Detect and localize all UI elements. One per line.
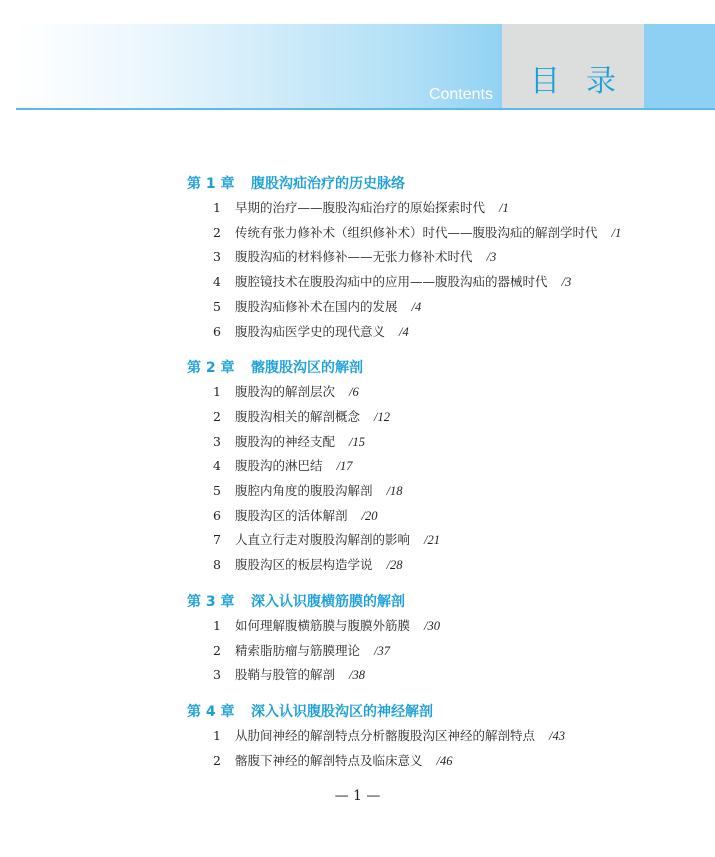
entry-title: 腹股沟相关的解剖概念 <box>235 408 361 424</box>
chapter-label: 第 1 章 <box>187 176 235 192</box>
entry-number: 1 <box>213 384 221 400</box>
entry-title: 股鞘与股管的解剖 <box>235 667 336 683</box>
entry-page: /3 <box>561 275 572 290</box>
chapter-heading[interactable] <box>187 590 627 614</box>
entry-number: 6 <box>213 507 221 523</box>
toc-entry[interactable] <box>187 245 627 270</box>
entry-title: 腹腔镜技术在腹股沟疝中的应用——腹股沟疝的器械时代 <box>235 274 548 290</box>
entry-page: /20 <box>361 508 378 523</box>
chapter-heading[interactable] <box>187 172 627 196</box>
chapter-title: 深入认识腹横筋膜的解剖 <box>251 593 405 610</box>
page-number: — 1 — <box>334 788 381 804</box>
entry-page: /12 <box>374 409 390 424</box>
entry-page: /3 <box>486 250 497 265</box>
entry-number: 2 <box>213 224 221 240</box>
chapter-heading[interactable] <box>187 356 627 380</box>
entry-number: 6 <box>213 323 221 339</box>
entry-page: /28 <box>386 558 403 573</box>
toc-entry[interactable] <box>187 614 627 639</box>
entry-number: 1 <box>213 617 221 633</box>
toc-entry[interactable] <box>187 479 627 504</box>
page-title: 目录 <box>530 64 642 99</box>
entry-page: /43 <box>549 728 565 743</box>
toc-entry[interactable] <box>187 454 627 479</box>
entry-page: /46 <box>436 753 453 768</box>
toc-entry[interactable] <box>187 553 627 578</box>
entry-title: 传统有张力修补术（组织修补术）时代——腹股沟疝的解剖学时代 <box>235 224 598 240</box>
chapter-label: 第 4 章 <box>187 703 235 720</box>
toc-entry[interactable] <box>187 430 627 455</box>
chapter-title: 髂腹股沟区的解剖 <box>251 360 363 377</box>
toc-entry[interactable] <box>187 196 627 221</box>
entry-title: 腹股沟区的活体解剖 <box>235 507 348 523</box>
entry-title: 如何理解腹横筋膜与腹膜外筋膜 <box>235 617 411 633</box>
entry-page: /15 <box>349 434 365 449</box>
toc-entry[interactable] <box>187 221 627 246</box>
entry-number: 4 <box>213 458 221 474</box>
entry-page: /30 <box>424 618 440 633</box>
entry-page: /18 <box>386 484 403 499</box>
entry-number: 2 <box>213 752 221 768</box>
chapter-label: 第 3 章 <box>187 593 235 610</box>
toc-entry[interactable] <box>187 320 627 345</box>
entry-number: 3 <box>213 433 221 449</box>
entry-page: /21 <box>424 533 440 548</box>
entry-title: 腹股沟疝修补术在国内的发展 <box>235 298 398 314</box>
entry-number: 4 <box>213 274 221 290</box>
entry-number: 1 <box>213 727 221 743</box>
entry-title: 腹股沟的淋巴结 <box>235 458 323 474</box>
entry-number: 1 <box>213 200 221 215</box>
entry-page: /6 <box>349 385 359 400</box>
entry-number: 5 <box>213 483 221 499</box>
entry-number: 2 <box>213 642 221 658</box>
page-title-english: Contents <box>428 86 493 103</box>
entry-page: /1 <box>499 201 509 215</box>
entry-page: /1 <box>611 225 622 240</box>
header-rule <box>16 108 715 110</box>
entry-title: 从肋间神经的解剖特点分析髂腹股沟区神经的解剖特点 <box>235 727 536 743</box>
entry-page: /4 <box>399 324 409 339</box>
toc-entry[interactable] <box>187 639 627 664</box>
entry-page: /37 <box>374 643 390 658</box>
entry-title: 腹股沟疝的材料修补——无张力修补术时代 <box>235 249 473 265</box>
entry-title: 腹股沟的解剖层次 <box>235 384 336 400</box>
entry-title: 腹股沟的神经支配 <box>235 433 336 449</box>
toc-entry[interactable] <box>187 270 627 295</box>
entry-number: 7 <box>213 532 221 548</box>
chapter-title: 腹股沟疝治疗的历史脉络 <box>251 176 405 192</box>
toc-entry[interactable] <box>187 663 627 688</box>
entry-page: /38 <box>349 668 365 683</box>
toc-entry[interactable] <box>187 380 627 405</box>
toc-entry[interactable] <box>187 405 627 430</box>
entry-title: 精索脂肪瘤与筋膜理论 <box>235 642 361 658</box>
entry-title: 腹股沟疝医学史的现代意义 <box>235 323 386 339</box>
entry-title: 腹股沟区的板层构造学说 <box>235 557 373 573</box>
toc-entry[interactable] <box>187 528 627 553</box>
table-of-contents <box>187 172 627 773</box>
chapter-label: 第 2 章 <box>187 360 235 377</box>
entry-page: /17 <box>336 459 353 474</box>
entry-title: 腹腔内角度的腹股沟解剖 <box>235 483 373 499</box>
entry-title: 早期的治疗——腹股沟疝治疗的原始探索时代 <box>235 200 486 215</box>
chapter-title: 深入认识腹股沟区的神经解剖 <box>251 703 433 720</box>
chapter-heading[interactable] <box>187 700 627 724</box>
entry-page: /4 <box>411 299 422 314</box>
toc-entry[interactable] <box>187 295 627 320</box>
entry-number: 2 <box>213 408 221 424</box>
entry-number: 5 <box>213 298 221 314</box>
toc-entry[interactable] <box>187 749 627 774</box>
toc-entry[interactable] <box>187 724 627 749</box>
toc-entry[interactable] <box>187 504 627 529</box>
entry-number: 8 <box>213 557 221 573</box>
entry-title: 髂腹下神经的解剖特点及临床意义 <box>235 752 423 768</box>
entry-number: 3 <box>213 667 221 683</box>
entry-title: 人直立行走对腹股沟解剖的影响 <box>235 532 411 548</box>
entry-number: 3 <box>213 249 221 265</box>
